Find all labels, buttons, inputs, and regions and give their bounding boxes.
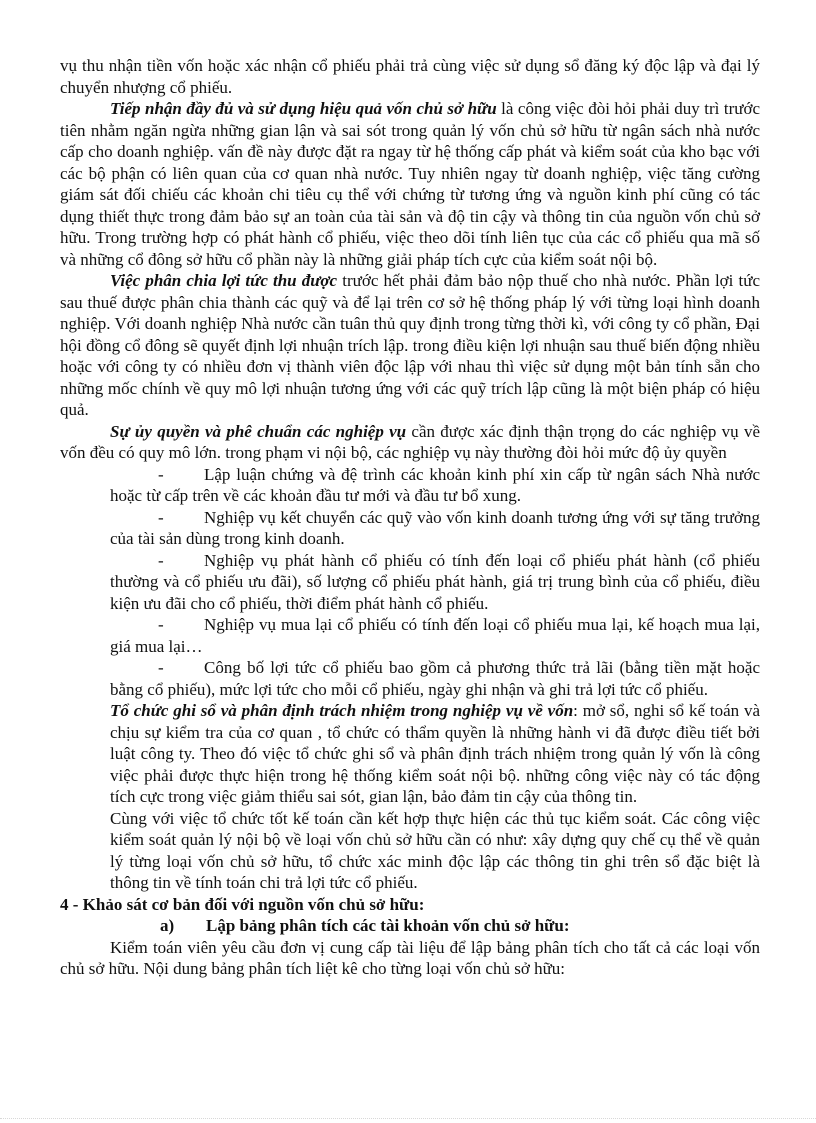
subsection-title: Lập bảng phân tích các tài khoản vốn chủ sở hữu: [206,916,570,935]
page-bottom-divider [0,1118,816,1119]
list-item-text: Lập luận chứng và đệ trình các khoản kinh phí xin cấp từ ngân sách Nhà nước hoặc từ cấp trên về các khoản đầu tư mới và đầu tư bổ xung. [110,464,760,505]
document-body [60,55,760,980]
list-item [110,657,760,700]
subsection-heading [160,915,760,937]
bullet-dash: - [158,658,164,677]
list-item-text: Nghiệp vụ mua lại cổ phiếu có tính đến loại cổ phiếu mua lại, kế hoạch mua lại, giá mua lại… [110,615,760,656]
bullet-dash: - [158,464,164,484]
subsection-letter: a) [160,916,175,935]
paragraph-lead-phrase: Tổ chức ghi sổ và phân định trách nhiệm trong nghiệp vụ về vốn [110,701,574,720]
bullet-list [110,464,760,701]
bullet-dash: - [158,550,164,570]
section-heading: 4 - Khảo sát cơ bản đối với nguồn vốn chủ sở hữu: [60,894,425,914]
paragraph-continued: vụ thu nhận tiền vốn hoặc xác nhận cổ phiếu phải trả cùng việc sử dụng sổ đăng ký độc lập và đại lý chuyển nhượng cổ phiếu. [60,56,760,97]
paragraph-text: : mở sổ, nghi sổ kế toán và chịu sự kiểm tra của cơ quan , tổ chức có thẩm quyền là những hành vi đã được điều tiết bởi luật công ty. Theo đó việc tổ chức ghi sổ và phân định trách nhiệm trong quản lý vốn là công việc phải được thực hiện trong hệ thống kiểm soát nội bộ. những công việc này có tác động tích cực trong việc giảm thiểu sai sót, gian lận, bảo đảm tin cậy của thông tin. [110,701,761,806]
paragraph-controls: Cùng với việc tổ chức tốt kế toán cần kết hợp thực hiện các thủ tục kiểm soát. Các công việc kiểm soát quản lý nội bộ về loại vốn chủ sở hữu cần có như: xây dựng quy chế cụ thể về quản lý từng loại vốn chủ sở hữu, tổ chức xác minh độc lập các thông tin ghi trên sổ đặc biệt là thông tin về tính toán chi trả lợi tức cổ phiếu. [110,808,760,892]
paragraph-bookkeeping [110,700,760,808]
paragraph-text: trước hết phải đảm bảo nộp thuế cho nhà nước. Phần lợi tức sau thuế được phân chia thành các quỹ và để lại trên cơ sở hệ thống pháp lý với từng loại hình doanh nghiệp. Với doanh nghiệp Nhà nước cần tuân thủ quy định trong từng thời kì, với công ty cổ phần, Đại hội đồng cổ đông sẽ quyết định lợi nhuận trích lập. trong điều kiện lợi nhuận sau thuế biến động nhiều hoặc với công ty có nhiều đơn vị thành viên độc lập với nhau thì việc sử dụng một bản tính sẵn cho những mốc chính về quy mô lợi nhuận tương ứng với các quỹ trích lập cũng là một biện pháp có hiệu quả. [60,271,760,419]
list-item [110,614,760,657]
paragraph-analysis-table: Kiểm toán viên yêu cầu đơn vị cung cấp tài liệu để lập bảng phân tích cho tất cả các loại vốn chủ sở hữu. Nội dung bảng phân tích liệt kê cho từng loại vốn chủ sở hữu: [60,937,760,978]
paragraph-text: cần được xác định thận trọng do các nghiệp vụ về vốn đều có quy mô lớn. trong phạm vi nội bộ, các nghiệp vụ này thường đòi hỏi mức độ ủy quyền [60,421,760,462]
paragraph-equity-receipt [60,98,760,270]
list-item [110,507,760,550]
list-item-text: Công bố lợi tức cổ phiếu bao gồm cả phương thức trả lãi (bằng tiền mặt hoặc bằng cổ phiếu), mức lợi tức cho mỗi cổ phiếu, ngày ghi nhận và ghi trả lợi tức cổ phiếu. [110,658,760,699]
list-item-text: Nghiệp vụ phát hành cổ phiếu có tính đến loại cổ phiếu phát hành (cổ phiếu thường và cổ phiếu ưu đãi), số lượng cổ phiếu phát hành, giá trị trung bình của cổ phiếu, điều kiện ưu đãi cho cổ phiếu, thời điểm phát hành cổ phiếu. [110,550,760,613]
list-item [110,464,760,507]
bullet-dash: - [158,507,164,527]
bullet-dash: - [158,615,164,634]
list-item-text: Nghiệp vụ kết chuyển các quỹ vào vốn kinh doanh tương ứng với sự tăng trưởng của tài sản dùng trong kinh doanh. [110,507,760,548]
list-item [110,550,760,615]
paragraph-authorization [60,421,760,464]
paragraph-lead-phrase: Việc phân chia lợi tức thu được [110,271,338,290]
paragraph-lead-phrase: Sự ủy quyền và phê chuẩn các nghiệp vụ [110,421,407,441]
paragraph-lead-phrase: Tiếp nhận đầy đủ và sử dụng hiệu quả vốn chủ sở hữu [110,99,497,118]
paragraph-text: là công việc đòi hỏi phải duy trì trước tiên nhằm ngăn ngừa những gian lận và sai sót trong quản lý vốn chủ sở hữu từ ngân sách nhà nước cấp cho doanh nghiệp. vấn đề này được đặt ra ngay từ hệ thống cấp phát và kiểm soát của kho bạc với các bộ phận có liên quan của cơ quan nhà nước. Tuy nhiên ngay từ doanh nghiệp, việc tăng cường giám sát đối chiếu các khoản chi tiêu cụ thể với chứng từ tương ứng và nguồn kinh phí cũng có tác dụng thiết thực trong đảm bảo sự an toàn của tài sản và độ tin cậy và thông tin của nguồn vốn chủ sở hữu. Trong trường hợp có phát hành cổ phiếu, việc theo dõi tính liên tục của các cổ phiếu qua mã số và những cổ đông sở hữu cổ phần này là những giải pháp tích cực của kiểm soát nội bộ. [60,99,760,269]
paragraph-profit-distribution [60,270,760,421]
